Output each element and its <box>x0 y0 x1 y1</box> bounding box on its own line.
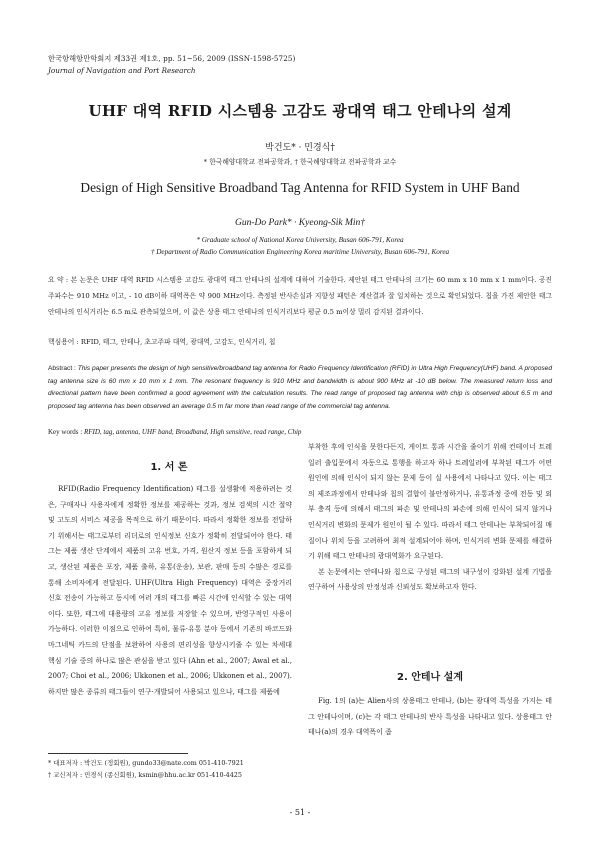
abstract-label: Abstract : <box>48 365 78 372</box>
affiliation-english-1: * Graduate school of National Korea University, Busan 606-791, Korea <box>196 236 404 244</box>
abstract-english-text: This paper presents the design of high sensitive/broadband tag antenna for Radio Frequency Identification (RFID) in Ultra High Frequency(UHF) band. A proposed tag antenna size is 60 mm x 10 mm x 1 mm. The resonant frequency is 910 MHz and bandwidth is about 900 MHz at -10 dB below. The measured return loss and directional pattern have been confirmed a good agreement with the calculation results. The read range of proposed tag antenna with chip is observed about 6.5 m and proposed tag antenna has been observed an average 0.5 m far more than read range of the commercial tag antenna. <box>48 365 552 410</box>
section-1-paragraph-2: 부착한 후에 인식을 못한다든지, 게이트 통과 시간을 줄이기 위해 컨테이너 트레일러 출입문에서 자동으로 통행을 하고자 하나 트레일러에 부착된 태그가 어떤 원인에 의해 인식이 되지 않는 문제 등이 실 사용에서 나타나고 있다. 이는 태그의 제조과정에서 안테나와 칩의 결합이 불안정하거나, 유통과정 중에 전동 및 외부 충격 등에 의해서 태그의 파손 및 안테나의 파손에 의해 인식이 되지 않거나 인식거리 변화의 문제가 원인이 될 수 있다. 따라서 태그 안테나는 부착되어질 매질이나 위치 등을 고려하여 최적 설계되어야 하며, 인식거리 변화 문제를 해결하기 위해 태그 안테나의 광대역화가 요구된다. <box>308 443 552 561</box>
journal-name-en: Journal of Navigation and Port Research <box>48 66 196 75</box>
footnote-corresponding-author: * 대표저자 : 박건도 (정회원), gundo33@nate.com 051-410-7921 <box>48 759 244 767</box>
authors-korean: 박건도* · 민경식† <box>265 143 335 153</box>
keywords-english <box>48 428 552 436</box>
affiliation-korean: * 한국해양대학교 전파공학과, † 한국해양대학교 전파공학과 교수 <box>203 158 397 166</box>
abstract-korean: 요 약 : 본 논문은 UHF 대역 RFID 시스템용 고감도 광대역 태그 안테나의 설계에 대하여 기술한다. 제안된 태그 안테나의 크기는 60 mm x 10 mm x 1 mm이다. 공진 주파수는 910 MHz 이고, - 10 dB이하 대역폭은 약 900 MHz이다. 측정된 반사손실과 지향성 패턴은 계산결과 잘 일치하는 것으로 확인되었다. 칩을 가진 제안한 태그 안테나의 인식거리는 6.5 m로 관측되었으며, 이 값은 상용 태그 안테나의 인식거리보다 평균 0.5 m이상 멀리 감지된 결과이다. <box>48 276 552 316</box>
section-1-paragraph-1: RFID(Radio Frequency Identification) 태그를 설생활에 적용하려는 것은, 구매자나 사용자에게 정확한 정보를 제공하는 것과, 정보 검색의 시간 절약 및 고도의 서비스 제공을 목적으로 하기 때문이다. 따라서 정확한 정보를 전달하기 위해서는 태그로부터 리더로의 인식정보 신호가 정확히 전달되어야 한다. 태그는 제품 생산 단계에서 제품의 고유 번호, 가격, 원산지 정보 등을 포함하게 되고, 생산된 제품은 포장, 제품 출하, 유통(운송), 보관, 판매 등의 수많은 경로를 통해 소비자에게 전달된다. UHF(Ultra High Frequency) 대역은 중장거리 신호 전송이 가능하고 동시에 여러 개의 태그를 빠른 시간에 인식할 수 있는 대역이다. 또한, 태그에 대용량의 고유 정보를 저장할 수 있으며, 반영구적인 사용이 가능하다. 이러한 이점으로 인하여 특히, 물류·유통 분야 등에서 기존의 바코드와 마그네틱 카드의 단점을 보완하여 사용의 편리성을 향상시키줄 수 있는 차세대 핵심 기술 중의 하나로 많은 관심을 받고 있다 (Ahn et al., 2007; Awal et al., 2007; Choi et al., 2006; Ukkonen et al., 2006; Ukkonen et al., 2007). 하지만 많은 종류의 태그들이 연구·개발되어 사용되고 있으나, 태그를 제품에 <box>48 485 292 696</box>
footnote-contact-author: † 교신저자 : 민경식 (종신회원), ksmin@hhu.ac.kr 051-410-4425 <box>48 771 242 779</box>
abstract-english <box>48 363 552 413</box>
page-number: - 51 - <box>289 808 311 817</box>
footnote-divider <box>48 753 188 754</box>
section-1-paragraph-3: 본 논문에서는 안테나와 칩으로 구성된 태그의 내구성이 강화된 설계 기법을 연구하여 사용상의 안정성과 신뢰성도 확보하고자 한다. <box>308 567 552 592</box>
authors-english: Gun-Do Park* · Kyeong-Sik Min† <box>234 218 366 228</box>
section-1-heading: 1. 서 론 <box>150 462 188 473</box>
left-column <box>48 482 292 700</box>
right-column <box>308 440 552 596</box>
section-2-paragraph-1: Fig. 1의 (a)는 Alien사의 상용태그 안테나, (b)는 광대역 특성을 가지는 태그 안테나이며, (c)는 각 태그 안테나의 반사 특성을 나타내고 있다. 상용태그 안테나(a)의 경우 대역폭이 좁 <box>308 697 552 737</box>
title-korean: UHF 대역 RFID 시스템용 고감도 광대역 태그 안테나의 설계 <box>88 102 512 120</box>
keywords-english-text: RFID, tag, antenna, UHF band, Broadband, High sensitive, read range, Chip <box>83 428 302 436</box>
title-english: Design of High Sensitive Broadband Tag Antenna for RFID System in UHF Band <box>80 180 520 195</box>
keywords-label: Key words : <box>48 428 84 436</box>
keywords-korean: 핵심용어 : RFID, 태그, 안테나, 초고주파 대역, 광대역, 고감도, 인식거리, 칩 <box>48 338 276 346</box>
section-2-heading: 2. 안테나 설계 <box>396 672 464 683</box>
affiliation-english-2: † Department of Radio Communication Engineering Korea maritime University, Busan 606-791, Korea <box>150 248 450 256</box>
section-2-body <box>308 694 552 741</box>
journal-citation: 한국항해항만학회지 제33권 제1호, pp. 51~56, 2009 (ISSN-1598-5725) <box>48 54 296 63</box>
